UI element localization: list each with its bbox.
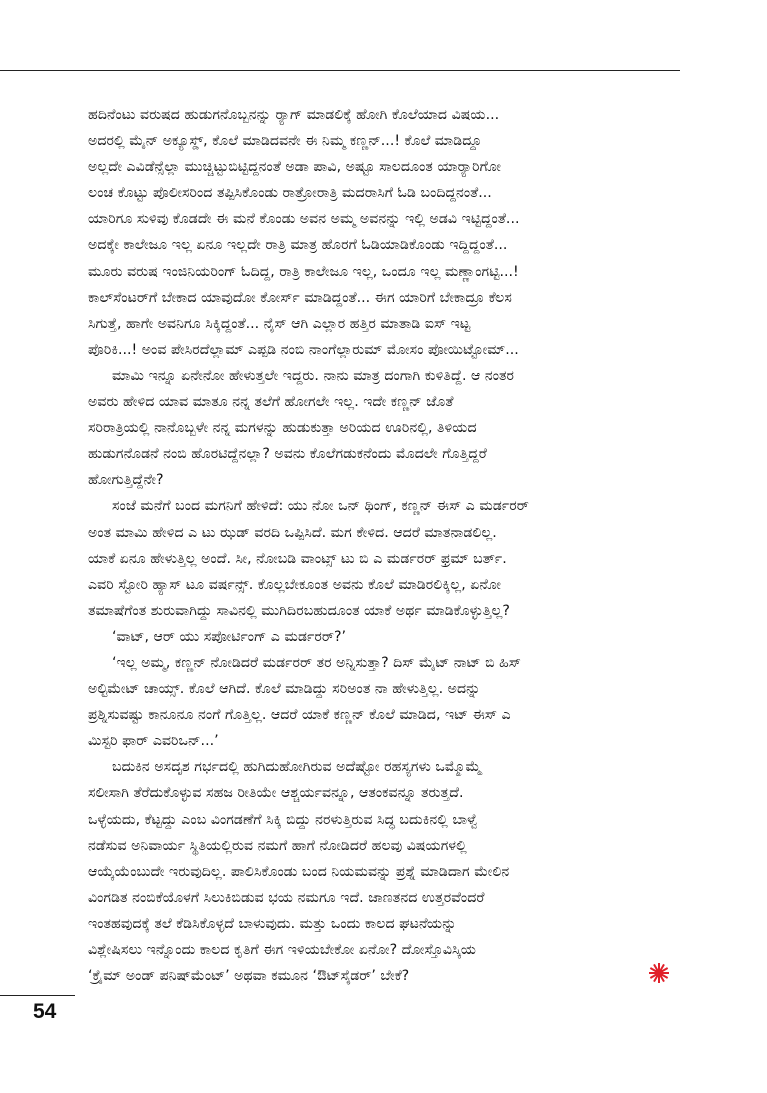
text-line: ತಮಾಷೆಗೆಂತ ಶುರುವಾಗಿದ್ದು ಸಾವಿನಲ್ಲಿ ಮುಗಿದಿರಬಹುದೂಂತ ಯಾಕೆ ಅರ್ಥ ಮಾಡಿಕೊಳ್ಳುತ್ತಿಲ್ಲ? (88, 602, 510, 619)
text-line: ಎವರಿ ಸ್ಟೋರಿ ಹ್ಯಾಸ್ ಟೂ ವರ್ಷನ್ಸ್. ಕೊಲ್ಲಬೇಕೂಂತ ಅವನು ಕೊಲೆ ಮಾಡಿರಲಿಕ್ಕಿಲ್ಲ, ಏನೋ (88, 576, 501, 593)
text-line: ಮಿಸ್ಟರಿ ಫಾರ್ ಎವರಿಒನ್...’ (88, 733, 219, 750)
text-line: ಸರಿರಾತ್ರಿಯಲ್ಲಿ ನಾನೊಬ್ಬಳೇ ನನ್ನ ಮಗಳನ್ನು ಹುಡುಕುತ್ತಾ ಅರಿಯದ ಊರಿನಲ್ಲಿ, ತಿಳಿಯದ (88, 420, 477, 437)
text-line: ಅವರು ಹೇಳಿದ ಯಾವ ಮಾತೂ ನನ್ನ ತಲೆಗೆ ಹೋಗಲೇ ಇಲ್ಲ. ಇದೇ ಕಣ್ಣನ್ ಜೊತೆ (88, 394, 454, 411)
text-line: ನಡೆಸುವ ಅನಿವಾರ್ಯ ಸ್ಥಿತಿಯಲ್ಲಿರುವ ನಮಗೆ ಹಾಗೆ ನೋಡಿದರೆ ಹಲವು ವಿಷಯಗಳಲ್ಲಿ (88, 837, 467, 854)
text-line: ಲಂಚ ಕೊಟ್ಟು ಪೊಲೀಸರಿಂದ ತಪ್ಪಿಸಿಕೊಂಡು ರಾತ್ರೋರಾತ್ರಿ ಮದರಾಸಿಗೆ ಓಡಿ ಬಂದಿದ್ದನಂತೆ... (88, 185, 492, 202)
text-line: ಯಾಕೆ ಏನೂ ಹೇಳುತ್ತಿಲ್ಲ ಅಂದೆ. ಸೀ, ನೋಬಡಿ ವಾಂಟ್ಸ್ ಟು ಬಿ ಎ ಮರ್ಡರರ್ ಫ್ರಮ್ ಬರ್ತ್. (88, 550, 507, 567)
bottom-rule (0, 995, 75, 996)
text-line: ಸಿಗುತ್ತೆ, ಹಾಗೇ ಅವನಿಗೂ ಸಿಕ್ಕಿದ್ದಂತೆ... ನೈಸ್ ಆಗಿ ಎಲ್ಲಾರ ಹತ್ತಿರ ಮಾತಾಡಿ ಐಸ್ ಇಟ್ಟ (88, 315, 471, 332)
text-line: ಹದಿನೆಂಟು ವರುಷದ ಹುಡುಗನೊಬ್ಬನನ್ನು ರ‍್ಯಾಗ್ ಮಾಡಲಿಕ್ಕೆ ಹೋಗಿ ಕೊಲೆಯಾದ ವಿಷಯ... (88, 107, 500, 123)
text-line: ಅದರಲ್ಲಿ ಮೈನ್ ಅಕ್ಯೂಸ್ಡ್, ಕೊಲೆ ಮಾಡಿದವನೇ ಈ ನಿಮ್ಮ ಕಣ್ಣನ್...! ಕೊಲೆ ಮಾಡಿದ್ದೂ (88, 133, 482, 150)
text-line: ಒಳ್ಳೆಯದು, ಕೆಟ್ಟದ್ದು ಎಂಬ ವಿಂಗಡಣೆಗೆ ಸಿಕ್ಕಿ ಬಿದ್ದು ನರಳುತ್ತಿರುವ ಸಿದ್ಧ ಬದುಕಿನಲ್ಲಿ ಬಾಳ್ವೆ (88, 811, 478, 828)
text-line: ಸಂಜೆ ಮನೆಗೆ ಬಂದ ಮಗನಿಗೆ ಹೇಳಿದೆ: ಯು ನೋ ಒನ್ ಥಿಂಗ್, ಕಣ್ಣನ್ ಈಸ್ ಎ ಮರ್ಡರರ್ (112, 498, 529, 515)
text-line: ಕಾಲ್‌ಸೆಂಟರ್‌ಗೆ ಬೇಕಾದ ಯಾವುದೋ ಕೋರ್ಸ್ ಮಾಡಿದ್ದಂತೆ... ಈಗ ಯಾರಿಗೆ ಬೇಕಾದ್ರೂ ಕೆಲಸ (88, 289, 512, 306)
text-line: ‘ಇಲ್ಲ ಅಮ್ಮ, ಕಣ್ಣನ್ ನೋಡಿದರೆ ಮರ್ಡರರ್ ತರ ಅನ್ನಿಸುತ್ತಾ? ದಿಸ್ ಮೈಟ್ ನಾಟ್ ಬಿ ಹಿಸ್ (112, 654, 522, 671)
text-line: ಅಲ್ಟಿಮೇಟ್ ಚಾಯ್ಸ್. ಕೊಲೆ ಆಗಿದೆ. ಕೊಲೆ ಮಾಡಿದ್ದು ಸರಿಅಂತ ನಾ ಹೇಳುತ್ತಿಲ್ಲ. ಅದನ್ನು (88, 681, 481, 698)
text-line: ಹುಡುಗನೊಡನೆ ನಂಬಿ ಹೊರಟಿದ್ದೆನಲ್ಲಾ? ಅವನು ಕೊಲೆಗಡುಕನೆಂದು ಮೊದಲೇ ಗೊತ್ತಿದ್ದರೆ (88, 446, 487, 463)
star-ornament-icon (648, 962, 670, 984)
page-number: 54 (33, 1000, 57, 1023)
text-line: ‘ಕ್ರೈಮ್ ಅಂಡ್ ಪನಿಷ್‌ಮೆಂಟ್’ ಅಥವಾ ಕಮೂನ ‘ಔಟ್‌ಸೈಡರ್’ ಬೇಕೆ? (88, 968, 410, 985)
text-line: ವಿಶ್ಲೇಷಿಸಲು ಇನ್ನೊಂದು ಕಾಲದ ಕೃತಿಗೆ ಈಗ ಇಳಿಯಬೇಕೋ ಏನೋ? ದೋಸ್ತೊವಿಸ್ಕಿಯ (88, 942, 477, 958)
text-line: ಮೂರು ವರುಷ ಇಂಜಿನಿಯರಿಂಗ್ ಓದಿದ್ದ, ರಾತ್ರಿ ಕಾಲೇಜೂ ಇಲ್ಲ, ಒಂದೂ ಇಲ್ಲ ಮಣ್ಣಾಂಗಟ್ಟಿ...! (88, 263, 519, 280)
text-line: ಬದುಕಿನ ಅಸದೃಶ ಗರ್ಭದಲ್ಲಿ ಹುಗಿದುಹೋಗಿರುವ ಅದೆಷ್ಟೋ ರಹಸ್ಯಗಳು ಒಮ್ಮೊಮ್ಮೆ (112, 759, 482, 776)
text-line: ಅಲ್ಲದೇ ಎವಿಡೆನ್ಸೆಲ್ಲಾ ಮುಚ್ಚಿಟ್ಟುಬಿಟ್ಟಿದ್ದನಂತೆ ಅಡಾ ಪಾವಿ, ಅಷ್ಟೂ ಸಾಲದೂಂತ ಯಾರ‍್ಯಾರಿಗೋ (88, 159, 501, 176)
text-line: ವಿಂಗಡಿತ ನಂಬಿಕೆಯೊಳಗೆ ಸಿಲುಕಿಬಿಡುವ ಭಯ ನಮಗೂ ಇದೆ. ಜಾಣತನದ ಉತ್ತರವೆಂದರೆ (88, 889, 485, 906)
text-line: ಹೋಗುತ್ತಿದ್ದೆನೇ? (88, 472, 164, 489)
text-line: ‘ವಾಟ್, ಆರ್ ಯು ಸಪೋರ್ಟಿಂಗ್ ಎ ಮರ್ಡರರ್?’ (112, 628, 347, 645)
text-line: ಇಂತಹವುದಕ್ಕೆ ತಲೆ ಕೆಡಿಸಿಕೊಳ್ಳದೆ ಬಾಳುವುದು. ಮತ್ತು ಒಂದು ಕಾಲದ ಘಟನೆಯನ್ನು (88, 915, 457, 932)
text-line: ಅಂತ ಮಾಮಿ ಹೇಳಿದ ಎ ಟು ಝಡ್ ವರದಿ ಒಪ್ಪಿಸಿದೆ. ಮಗ ಕೇಳಿದ. ಆದರೆ ಮಾತನಾಡಲಿಲ್ಲ. (88, 524, 497, 541)
text-line: ಪೊರಿಕಿ...! ಅಂವ ಪೇಸಿರದೆಲ್ಲಾಮ್ ಎಪ್ಪಡಿ ನಂಬಿ ನಾಂಗೆಲ್ಲಾರುಮ್ ಮೋಸಂ ಪೋಯಿಟ್ಟೋಮ್... (88, 341, 519, 358)
text-line: ಅದಕ್ಕೇ ಕಾಲೇಜೂ ಇಲ್ಲ ಏನೂ ಇಲ್ಲದೇ ರಾತ್ರಿ ಮಾತ್ರ ಹೊರಗೆ ಓಡಿಯಾಡಿಕೊಂಡು ಇದ್ದಿದ್ದಂತೆ... (88, 237, 508, 254)
text-line: ಮಾಮಿ ಇನ್ನೂ ಏನೇನೋ ಹೇಳುತ್ತಲೇ ಇದ್ದರು. ನಾನು ಮಾತ್ರ ದಂಗಾಗಿ ಕುಳಿತಿದ್ದೆ. ಆ ನಂತರ (112, 367, 515, 384)
text-line: ಸಲೀಸಾಗಿ ತೆರೆದುಕೊಳ್ಳುವ ಸಹಜ ರೀತಿಯೇ ಆಶ್ಚರ್ಯವನ್ನೂ, ಆತಂಕವನ್ನೂ ತರುತ್ತದೆ. (88, 785, 464, 802)
text-line: ಆಯ್ಕೆಯೆಂಬುದೇ ಇರುವುದಿಲ್ಲ. ಪಾಲಿಸಿಕೊಂಡು ಬಂದ ನಿಯಮವನ್ನು ಪ್ರಶ್ನೆ ಮಾಡಿದಾಗ ಮೇಲಿನ (88, 863, 510, 880)
top-rule (0, 70, 680, 71)
body-text (88, 102, 674, 989)
text-line: ಪ್ರಶ್ನಿಸುವಷ್ಟು ಕಾನೂನೂ ನಂಗೆ ಗೊತ್ತಿಲ್ಲ. ಆದರೆ ಯಾಕೆ ಕಣ್ಣನ್ ಕೊಲೆ ಮಾಡಿದ, ಇಟ್ ಈಸ್ ಎ (88, 707, 511, 724)
text-line: ಯಾರಿಗೂ ಸುಳಿವು ಕೊಡದೇ ಈ ಮನೆ ಕೊಂಡು ಅವನ ಅಮ್ಮ ಅವನನ್ನು ಇಲ್ಲಿ ಅಡವಿ ಇಟ್ಟಿದ್ದಂತೆ... (88, 211, 520, 228)
